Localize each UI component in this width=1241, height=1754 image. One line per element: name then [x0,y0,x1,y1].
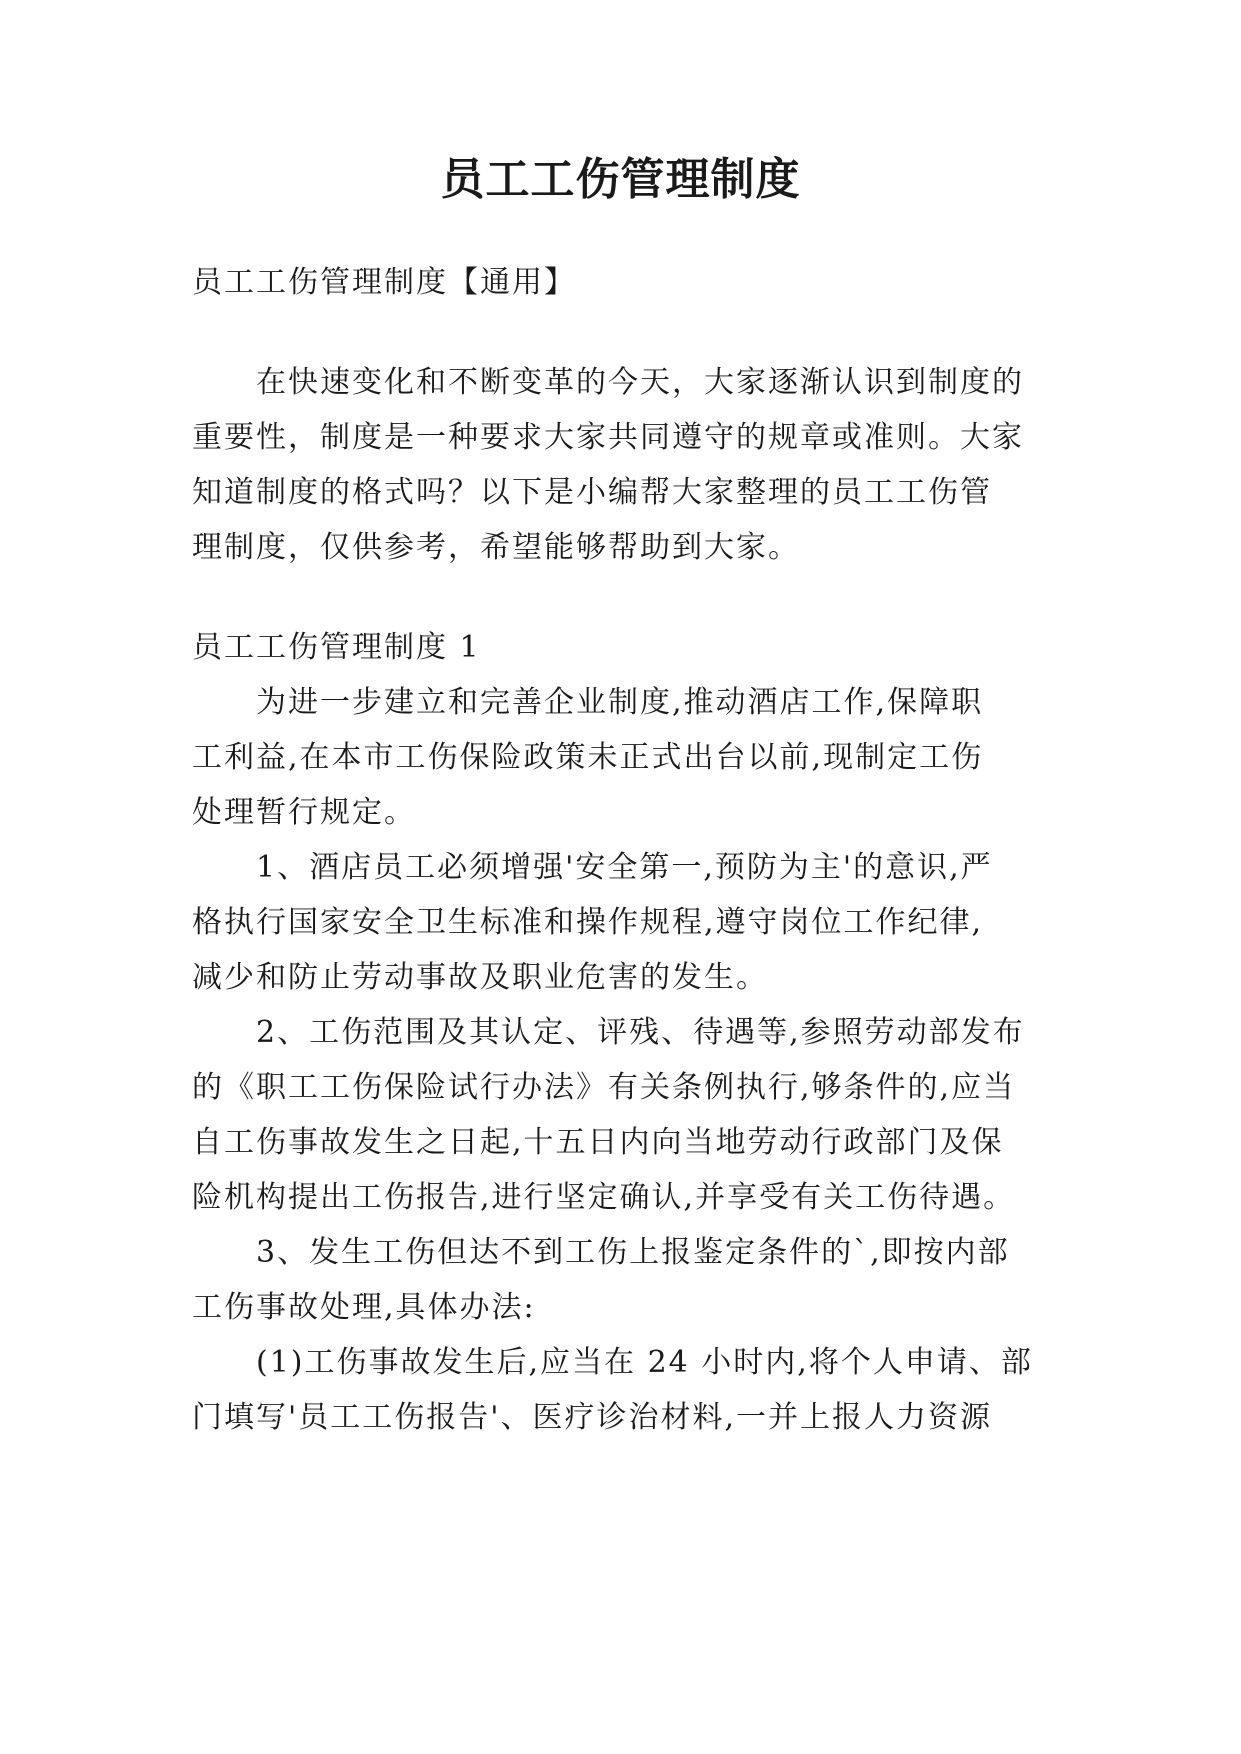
body-line: 处理暂行规定。 [192,795,416,830]
intro-line: 在快速变化和不断变革的今天，大家逐渐认识到制度的 [192,365,1024,400]
body-line: 1、酒店员工必须增强'安全第一,预防为主'的意识,严 [192,850,993,885]
intro-line: 知道制度的格式吗？以下是小编帮大家整理的员工工伤管 [192,475,992,510]
body-line: 2、工伤范围及其认定、评残、待遇等,参照劳动部发布 [192,1015,1025,1050]
body-line: (1)工伤事故发生后,应当在 24 小时内,将个人申请、部 [192,1345,1033,1380]
body-line: 格执行国家安全卫生标准和操作规程,遵守岗位工作纪律, [192,905,984,940]
body-line: 的《职工工伤保险试行办法》有关条例执行,够条件的,应当 [192,1070,1016,1105]
body-line: 为进一步建立和完善企业制度,推动酒店工作,保障职 [192,685,984,720]
body-line: 3、发生工伤但达不到工伤上报鉴定条件的`,即按内部 [192,1235,1010,1270]
section-heading: 员工工伤管理制度 1 [192,630,481,665]
body-line: 工伤事故处理,具体办法: [192,1290,536,1325]
document-title: 员工工伤管理制度 [440,154,801,205]
intro-line: 理制度，仅供参考，希望能够帮助到大家。 [192,530,800,565]
intro-line: 重要性，制度是一种要求大家共同遵守的规章或准则。大家 [192,420,1024,455]
document-subtitle: 员工工伤管理制度【通用】 [192,265,576,300]
body-line: 自工伤事故发生之日起,十五日内向当地劳动行政部门及保 [192,1125,1004,1160]
body-line: 工利益,在本市工伤保险政策未正式出台以前,现制定工伤 [192,740,984,775]
body-line: 减少和防止劳动事故及职业危害的发生。 [192,960,768,995]
body-line: 险机构提出工伤报告,进行坚定确认,并享受有关工伤待遇。 [192,1180,1016,1215]
body-line: 门填写'员工工伤报告'、医疗诊治材料,一并上报人力资源 [192,1400,993,1435]
